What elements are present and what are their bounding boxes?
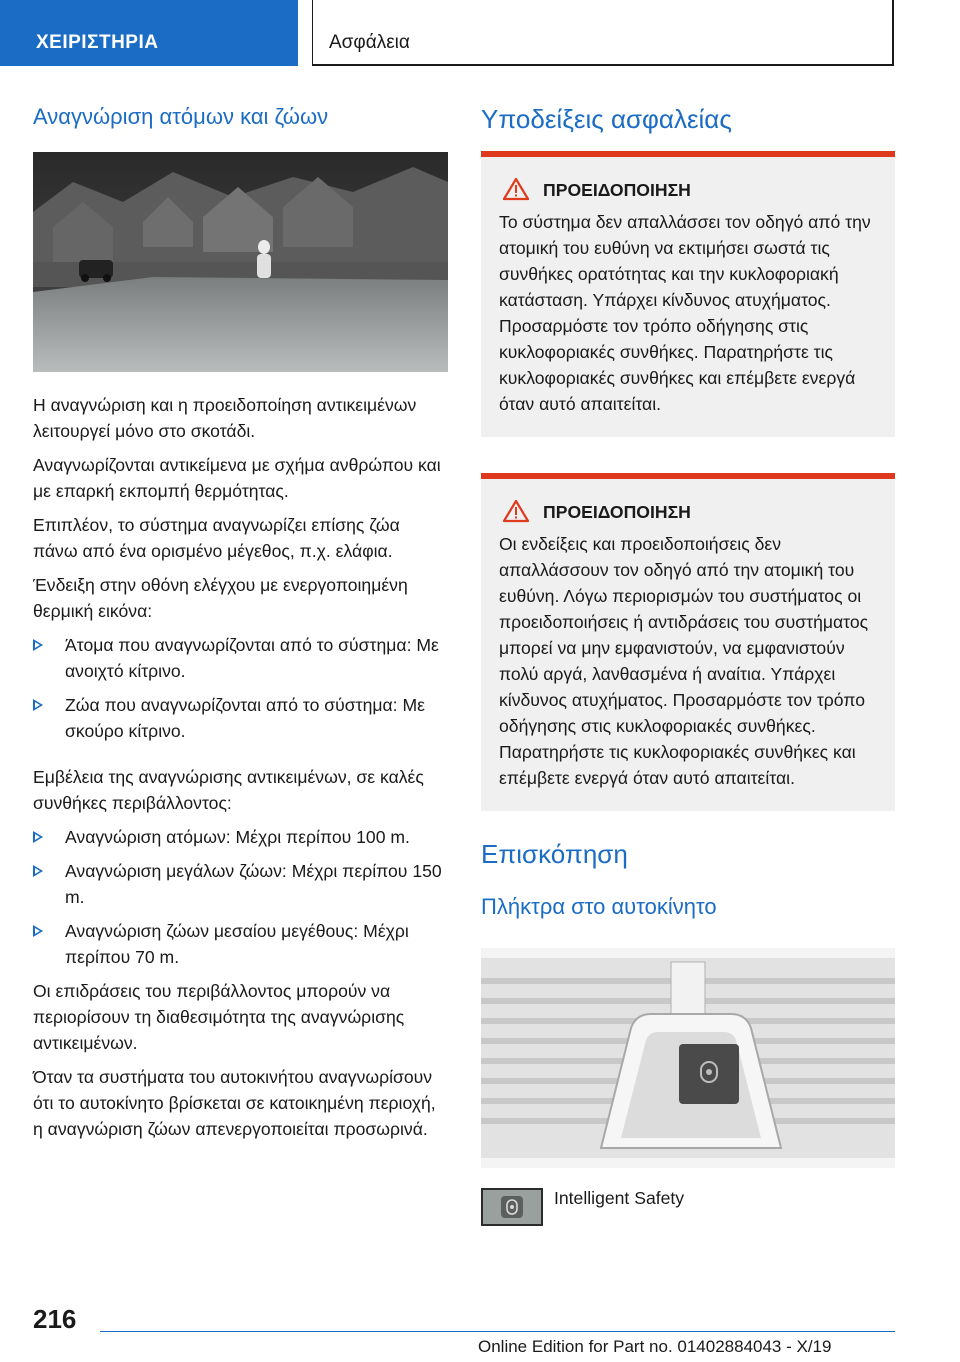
button-caption <box>481 1188 895 1248</box>
thermal-image-photo <box>33 152 448 372</box>
bullet-triangle-icon <box>33 925 43 937</box>
section-heading-detection: Αναγνώριση ατόμων και ζώων <box>33 104 329 129</box>
list-item: Ζώα που αναγνωρίζονται από το σύστημα: Με σκούρο κίτρινο. <box>33 692 448 744</box>
paragraph: Εμβέλεια της αναγνώρισης αντικειμένων, σε καλές συνθήκες περιβάλλοντος: <box>33 767 424 813</box>
warning-triangle-icon <box>503 177 529 201</box>
warning-box <box>481 473 895 811</box>
warning-text: Οι ενδείξεις και προειδοποιήσεις δεν απαλλάσσουν τον οδηγό από την ατομική του ευθύνη. Λόγω περιορισμών του συστήματος οι προειδοποιήσεις ή αντιδράσεις του συστήματος μπορεί να μην εμφανιστούν, να εμφανιστούν πολύ αργά, λανθασμένα ή αναίτια. Υπάρχει κίνδυνος ατυχήματος. Προσαρμόστε τον τρόπο οδήγησης στις κυκλοφοριακές συνθήκες. Παρατηρήστε τις κυκλοφοριακές συνθήκες και επέμβετε ενεργά όταν αυτό απαιτείται. <box>499 534 869 788</box>
paragraph: Αναγνωρίζονται αντικείμενα με σχήμα ανθρώπου και με επαρκή εκπομπή θερμότητας. <box>33 455 441 501</box>
section-heading-overview: Επισκόπηση <box>481 839 628 869</box>
paragraph: Ένδειξη στην οθόνη ελέγχου με ενεργοποιημένη θερμική εικόνα: <box>33 575 408 621</box>
warning-heading: ΠΡΟΕΙΔΟΠΟΙΗΣΗ <box>499 499 877 525</box>
warning-box <box>481 151 895 437</box>
page-header <box>0 0 960 66</box>
page-number: 216 <box>33 1304 77 1334</box>
warning-triangle-icon <box>503 499 529 523</box>
footer-divider <box>100 1331 895 1332</box>
edition-footer: Online Edition for Part no. 01402884043 - X/19 <box>478 1337 832 1356</box>
intelligent-safety-button-thumbnail <box>481 1188 543 1226</box>
paragraph: Όταν τα συστήματα του αυτοκινήτου αναγνωρίσουν ότι το αυτοκίνητο βρίσκεται σε κατοικημένη περιοχή, η αναγνώριση ζώων απενεργοποιείται προσωρινά. <box>33 1067 436 1139</box>
bullet-triangle-icon <box>33 639 43 651</box>
bullet-triangle-icon <box>33 865 43 877</box>
button-location-photo <box>481 948 895 1168</box>
warning-text: Το σύστημα δεν απαλλάσσει τον οδηγό από την ατομική του ευθύνη να εκτιμήσει σωστά τις συνθήκες ορατότητας και την κυκλοφοριακή κατάσταση. Υπάρχει κίνδυνος ατυχήματος. Προσαρμόστε τον τρόπο οδήγησης στις κυκλοφοριακές συνθήκες. Παρατηρήστε τις κυκλοφοριακές συνθήκες και επέμβετε ενεργά όταν αυτό απαιτείται. <box>499 212 871 414</box>
thermal-night-scene-image <box>33 152 448 372</box>
left-column <box>33 104 448 1142</box>
display-color-list <box>33 632 448 744</box>
radiator-grille-image <box>481 948 895 1168</box>
section-heading-safety-notes: Υποδείξεις ασφαλείας <box>481 104 732 134</box>
bullet-triangle-icon <box>33 831 43 843</box>
list-item: Αναγνώριση ζώων μεσαίου μεγέθους: Μέχρι περίπου 70 m. <box>33 918 448 970</box>
intelligent-safety-icon <box>483 1190 541 1224</box>
list-item: Άτομα που αναγνωρίζονται από το σύστημα: Με ανοιχτό κίτρινο. <box>33 632 448 684</box>
bullet-triangle-icon <box>33 699 43 711</box>
subsection-heading-buttons: Πλήκτρα στο αυτοκίνητο <box>481 894 717 919</box>
paragraph: Επιπλέον, το σύστημα αναγνωρίζει επίσης ζώα πάνω από ένα ορισμένο μέγεθος, π.χ. ελάφια. <box>33 515 400 561</box>
chapter-tab: ΧΕΙΡΙΣΤΗΡΙΑ <box>0 0 298 66</box>
warning-heading: ΠΡΟΕΙΔΟΠΟΙΗΣΗ <box>499 177 877 203</box>
range-list <box>33 824 448 970</box>
right-column <box>481 104 895 1248</box>
paragraph: Η αναγνώριση και η προειδοποίηση αντικειμένων λειτουργεί μόνο στο σκοτάδι. <box>33 395 417 441</box>
list-item: Αναγνώριση μεγάλων ζώων: Μέχρι περίπου 150 m. <box>33 858 448 910</box>
list-item: Αναγνώριση ατόμων: Μέχρι περίπου 100 m. <box>33 824 448 850</box>
intelligent-safety-label: Intelligent Safety <box>554 1188 685 1208</box>
paragraph: Οι επιδράσεις του περιβάλλοντος μπορούν να περιορίσουν τη διαθεσιμότητα της αναγνώρισης αντικειμένων. <box>33 981 405 1053</box>
section-title: Ασφάλεια <box>312 0 894 66</box>
